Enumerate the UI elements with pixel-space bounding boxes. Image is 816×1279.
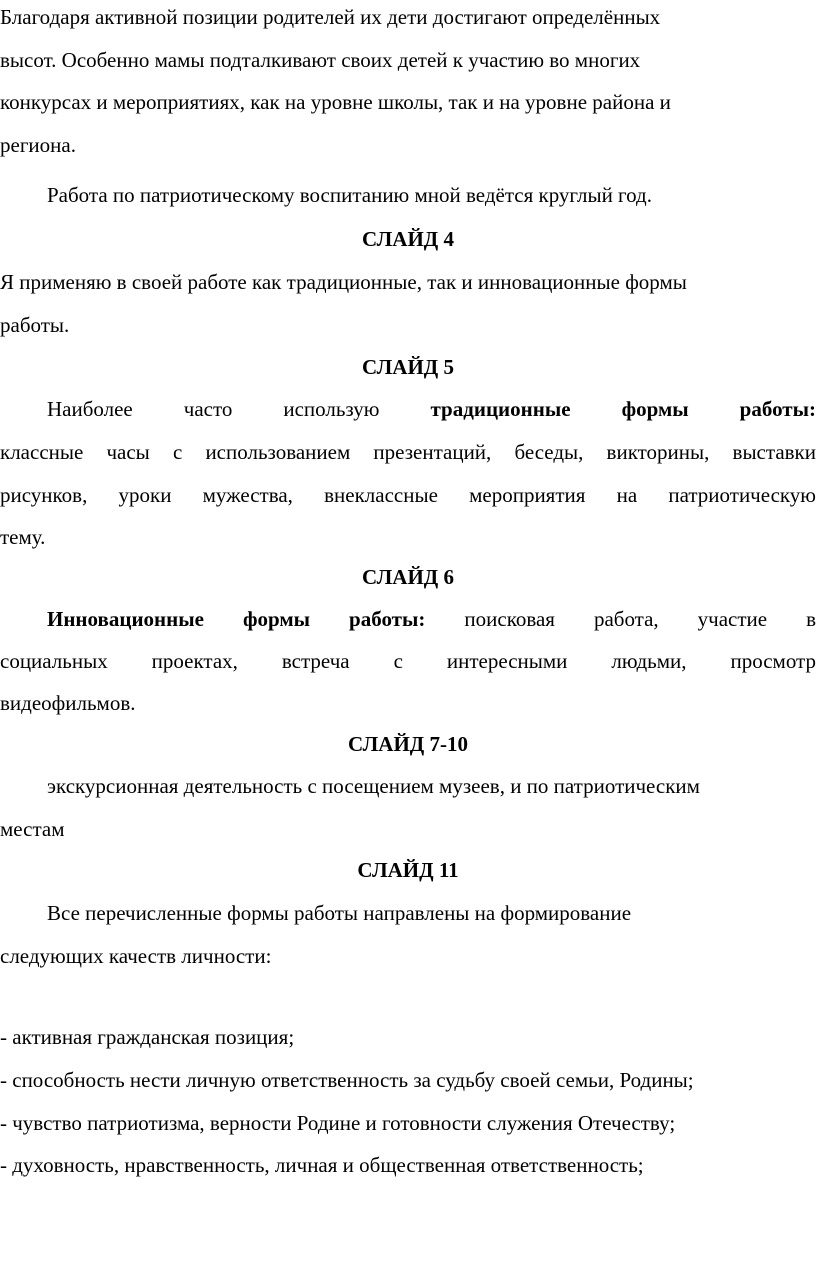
paragraph-line <box>0 604 816 634</box>
slide-heading: СЛАЙД 5 <box>362 355 454 379</box>
slide-heading: СЛАЙД 4 <box>362 227 454 251</box>
paragraph-text: поисковая работа, участие в <box>464 607 816 631</box>
paragraph-line: экскурсионная деятельность с посещением музеев, и по патриотическим <box>47 774 700 798</box>
bold-phrase: Инновационные формы работы: <box>47 607 426 631</box>
list-item: - активная гражданская позиция; <box>0 1025 295 1049</box>
paragraph-line <box>0 394 816 424</box>
paragraph-line: следующих качеств личности: <box>0 944 272 968</box>
slide-heading: СЛАЙД 11 <box>357 858 459 882</box>
paragraph-line: тему. <box>0 525 46 549</box>
paragraph-line: рисунков, уроки мужества, внеклассные мероприятия на патриотическую <box>0 483 816 507</box>
paragraph-line: классные часы с использованием презентаций, беседы, викторины, выставки <box>0 440 816 464</box>
paragraph-line: Все перечисленные формы работы направлены на формирование <box>47 901 632 925</box>
list-item: - чувство патриотизма, верности Родине и готовности служения Отечеству; <box>0 1111 676 1135</box>
paragraph-text: Наиболее часто использую <box>47 397 380 421</box>
slide-heading: СЛАЙД 6 <box>362 565 454 589</box>
paragraph-line: высот. Особенно мамы подталкивают своих детей к участию во многих <box>0 48 641 72</box>
paragraph-line: конкурсах и мероприятиях, как на уровне школы, так и на уровне района и <box>0 90 671 114</box>
paragraph-line: местам <box>0 817 65 841</box>
paragraph-line: работы. <box>0 313 70 337</box>
paragraph-line: социальных проектах, встреча с интересными людьми, просмотр <box>0 649 816 673</box>
list-item: - духовность, нравственность, личная и общественная ответственность; <box>0 1153 644 1177</box>
paragraph-line: Работа по патриотическому воспитанию мной ведётся круглый год. <box>47 183 652 207</box>
paragraph-line: региона. <box>0 133 76 157</box>
list-item: - способность нести личную ответственность за судьбу своей семьи, Родины; <box>0 1068 694 1092</box>
paragraph-line: Я применяю в своей работе как традиционные, так и инновационные формы <box>0 270 687 294</box>
paragraph-line: видеофильмов. <box>0 691 136 715</box>
paragraph-line: Благодаря активной позиции родителей их дети достигают определённых <box>0 5 661 29</box>
slide-heading: СЛАЙД 7-10 <box>348 732 468 756</box>
bold-phrase: традиционные формы работы: <box>430 397 816 421</box>
